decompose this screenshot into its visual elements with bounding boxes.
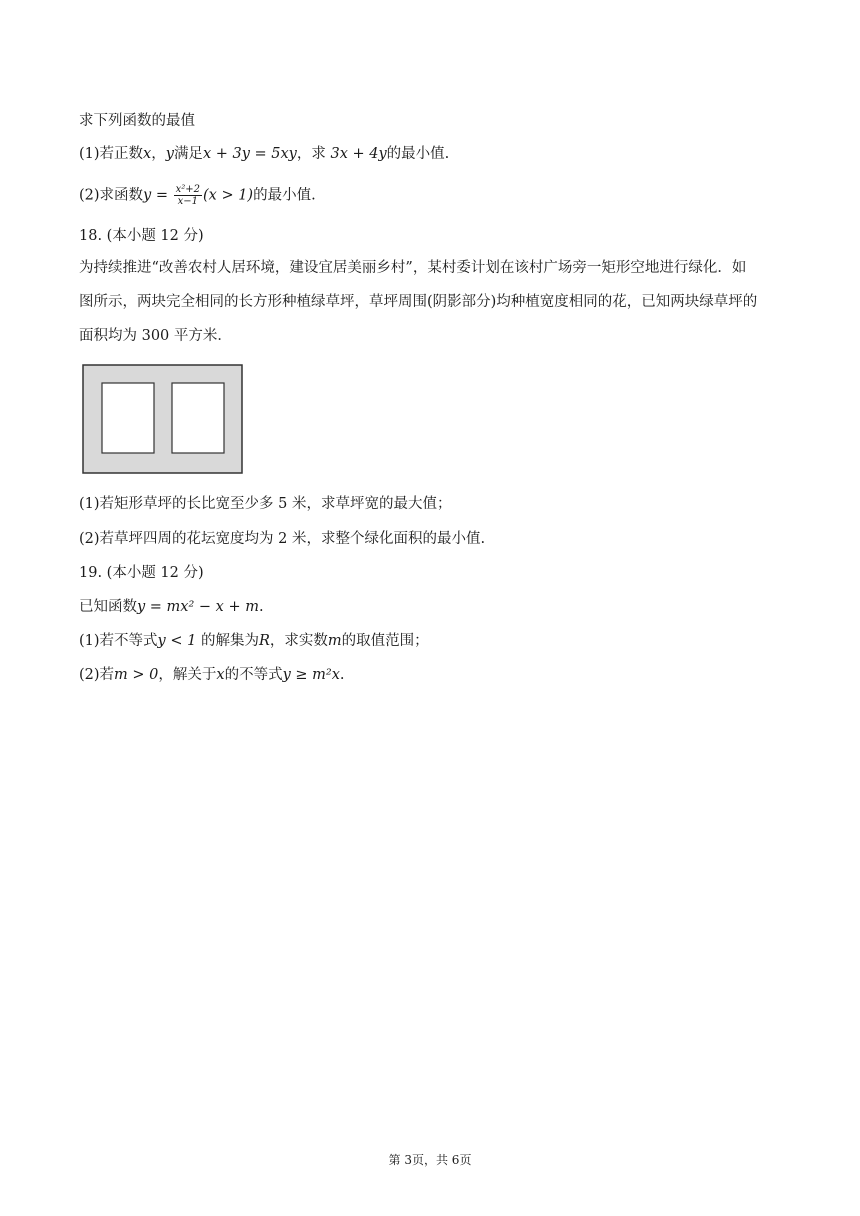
q19-part2-end: . — [339, 667, 345, 683]
section-intro: 求下列函数的最值 — [79, 113, 195, 129]
q19-part2 — [79, 665, 345, 685]
q19-part2-mid: ，解关于 — [158, 667, 217, 683]
q19-given-equation: y = mx² − x + m — [137, 599, 259, 615]
q19-part1-var: m — [327, 633, 342, 649]
q19-part1-set: R — [258, 633, 270, 649]
q17-part1-end: 的最小值. — [386, 146, 450, 162]
q19-part1-ask: ，求实数 — [269, 633, 328, 649]
q19-part2-inequality: y ≥ m²x — [282, 667, 340, 683]
lawn-diagram — [82, 364, 244, 476]
fraction-denominator: x−1 — [177, 196, 198, 207]
q17-part2-condition: (x > 1) — [203, 187, 254, 204]
fraction-numerator: x²+2 — [175, 184, 200, 195]
q19-given-end: . — [258, 599, 264, 615]
q18-part1: (1)若矩形草坪的长比宽至少多 5 米，求草坪宽的最大值； — [79, 496, 452, 512]
q19-part1-mid: 的解集为 — [196, 633, 259, 649]
q17-part1-expr: 3x + 4y — [330, 146, 387, 162]
q17-part2-end: 的最小值. — [253, 187, 316, 204]
q19-part2-var: x — [216, 667, 225, 683]
q17-part1 — [79, 144, 449, 164]
q19-given — [79, 597, 264, 617]
q17-part1-sep: ， — [151, 146, 166, 162]
q18-para-line-3: 面积均为 300 平方米． — [79, 328, 232, 344]
q19-part1-inequality: y < 1 — [157, 633, 197, 649]
q18-para-line-2: 图所示，两块完全相同的长方形种植绿草坪，草坪周围(阴影部分)均种植宽度相同的花，已知两块绿草坪的 — [79, 294, 758, 310]
q17-part2-lhs: y = — [143, 187, 168, 204]
q18-header: 18. (本小题 12 分) — [79, 228, 204, 244]
q17-part2-prefix: (2)求函数 — [79, 187, 144, 204]
q17-part1-prefix: (1)若正数 — [79, 146, 144, 162]
lawn-left — [102, 383, 154, 453]
q18-para-line-1: 为持续推进“改善农村人居环境，建设宜居美丽乡村”，某村委计划在该村广场旁一矩形空地进行绿化．如 — [79, 260, 747, 276]
fraction — [174, 184, 202, 207]
q19-given-prefix: 已知函数 — [79, 599, 137, 615]
q18-part2: (2)若草坪四周的花坛宽度均为 2 米，求整个绿化面积的最小值. — [79, 531, 486, 547]
page-footer: 第 3页，共 6页 — [388, 1153, 472, 1167]
q17-part1-equation: x + 3y = 5xy — [202, 146, 297, 162]
q17-part1-mid: 满足 — [173, 146, 203, 162]
q19-header: 19. (本小题 12 分) — [79, 565, 204, 581]
lawn-right — [172, 383, 224, 453]
q19-part2-mid2: 的不等式 — [224, 667, 283, 683]
var-y: y — [165, 146, 174, 162]
q19-part2-condition: m > 0 — [114, 667, 159, 683]
q17-part2 — [79, 184, 316, 207]
q19-part1-prefix: (1)若不等式 — [79, 633, 158, 649]
var-x: x — [143, 146, 152, 162]
q19-part1-end: 的取值范围； — [341, 633, 429, 649]
q17-part1-ask: ，求 — [296, 146, 331, 162]
lawn-figure — [82, 364, 244, 480]
q19-part2-prefix: (2)若 — [79, 667, 115, 683]
q19-part1 — [79, 631, 429, 651]
